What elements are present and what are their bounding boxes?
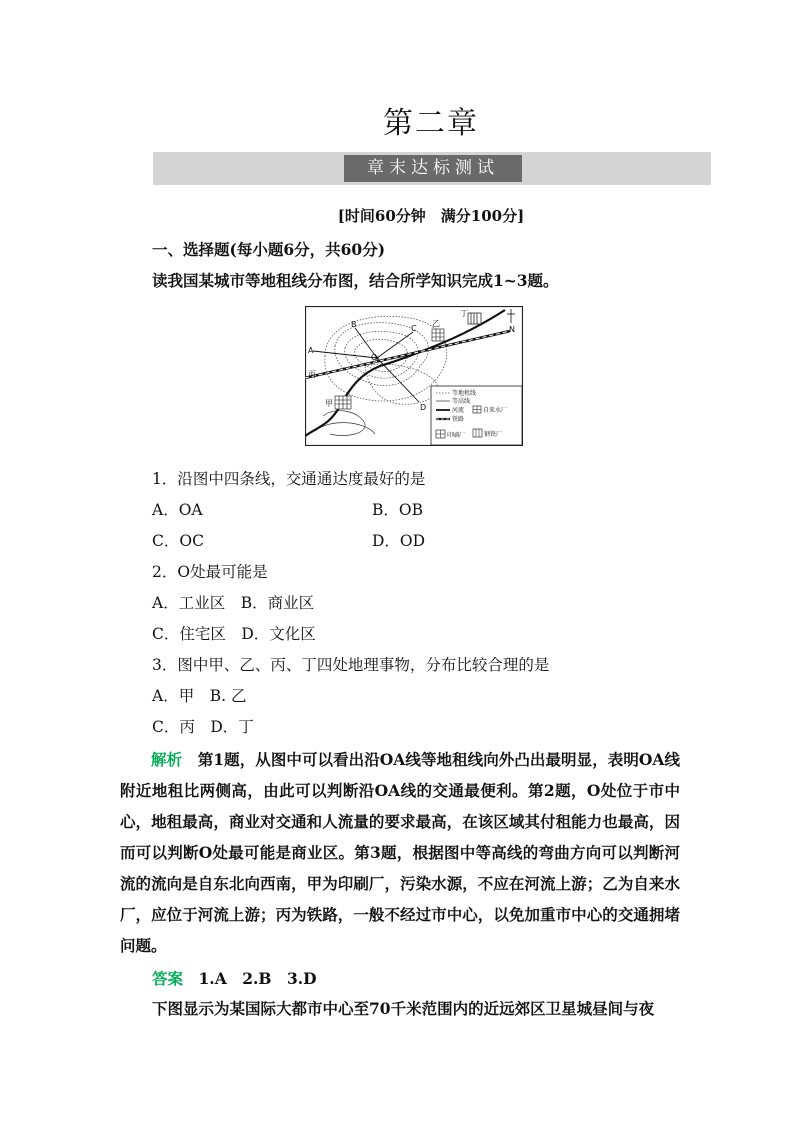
- answer-tag: 答案: [152, 969, 184, 988]
- q1-option-c: C．OC: [152, 532, 204, 550]
- label-o: O: [371, 353, 378, 362]
- label-jia: 甲: [325, 399, 333, 408]
- q1-option-a: A．OA: [152, 501, 203, 519]
- exam-meta: [时间60分钟 满分100分]: [337, 207, 525, 225]
- q2-options-ab: A．工业区 B．商业区: [152, 594, 315, 612]
- analysis-paragraph: [120, 744, 680, 961]
- label-c: C: [411, 324, 417, 333]
- question-intro: 读我国某城市等地租线分布图，结合所学知识完成1~3题。: [152, 271, 559, 290]
- banner-label: 章末达标测试: [344, 155, 522, 182]
- q3-options-ab: A．甲 B. 乙: [152, 687, 247, 705]
- land-rent-map: [305, 306, 523, 446]
- label-d: D: [420, 403, 427, 412]
- question-2-stem: 2．O处最可能是: [152, 563, 268, 581]
- section-banner: [153, 152, 711, 185]
- legend-waterworks: 自来水厂: [483, 407, 508, 414]
- legend-iso-rent: 等地租线: [452, 390, 477, 397]
- legend-river: 河流: [452, 407, 465, 414]
- label-b: B: [351, 320, 357, 329]
- printing-factory-icon: [335, 396, 351, 409]
- label-n: N: [509, 325, 515, 334]
- waterworks-icon: [432, 329, 444, 341]
- steel-mill-icon: [468, 313, 481, 324]
- label-yi: 乙: [432, 319, 440, 328]
- analysis-tag: 解析: [151, 750, 183, 769]
- q1-option-d: D．OD: [372, 532, 426, 550]
- section-heading: 一、选择题(每小题6分，共60分): [152, 240, 386, 259]
- answer-line: [152, 967, 317, 989]
- q2-options-cd: C．住宅区 D．文化区: [152, 625, 316, 643]
- question-1-stem: 1．沿图中四条线，交通通达度最好的是: [152, 470, 426, 488]
- legend-printing: 印刷厂: [447, 432, 466, 439]
- chapter-title: 第二章: [383, 106, 479, 141]
- legend-railway: 铁路: [452, 416, 465, 423]
- q3-options-cd: C．丙 D．丁: [152, 718, 254, 736]
- legend-steel: 钢铁厂: [484, 431, 503, 438]
- legend-contour: 等高线: [452, 398, 471, 405]
- next-question-intro: 下图显示为某国际大都市中心至70千米范围内的近远郊区卫星城昼间与夜: [152, 999, 655, 1018]
- analysis-text: 第1题，从图中可以看出沿OA线等地租线向外凸出最明显，表明OA线附近地租比两侧高，由此可以判断沿OA线的交通最便利。第2题，O处位于市中心，地租最高，商业对交通和人流量的要求最高，在该区域其付租能力也最高，因而可以判断O处最可能是商业区。第3题，根据图中等高线的弯曲方向可以判断河流的流向是自东北向西南，甲为印刷厂，污染水源，不应在河流上游；乙为自来水厂，应位于河流上游；丙为铁路，一般不经过市中心，以免加重市中心的交通拥堵问题。: [120, 750, 680, 955]
- q1-option-b: B．OB: [372, 501, 423, 519]
- map-legend: [431, 386, 522, 445]
- question-3-stem: 3．图中甲、乙、丙、丁四处地理事物，分布比较合理的是: [152, 656, 550, 674]
- label-a: A: [308, 346, 314, 355]
- label-bing: 丙: [308, 370, 316, 379]
- answer-text: 1.A 2.B 3.D: [183, 969, 317, 988]
- label-ding: 丁: [460, 309, 468, 318]
